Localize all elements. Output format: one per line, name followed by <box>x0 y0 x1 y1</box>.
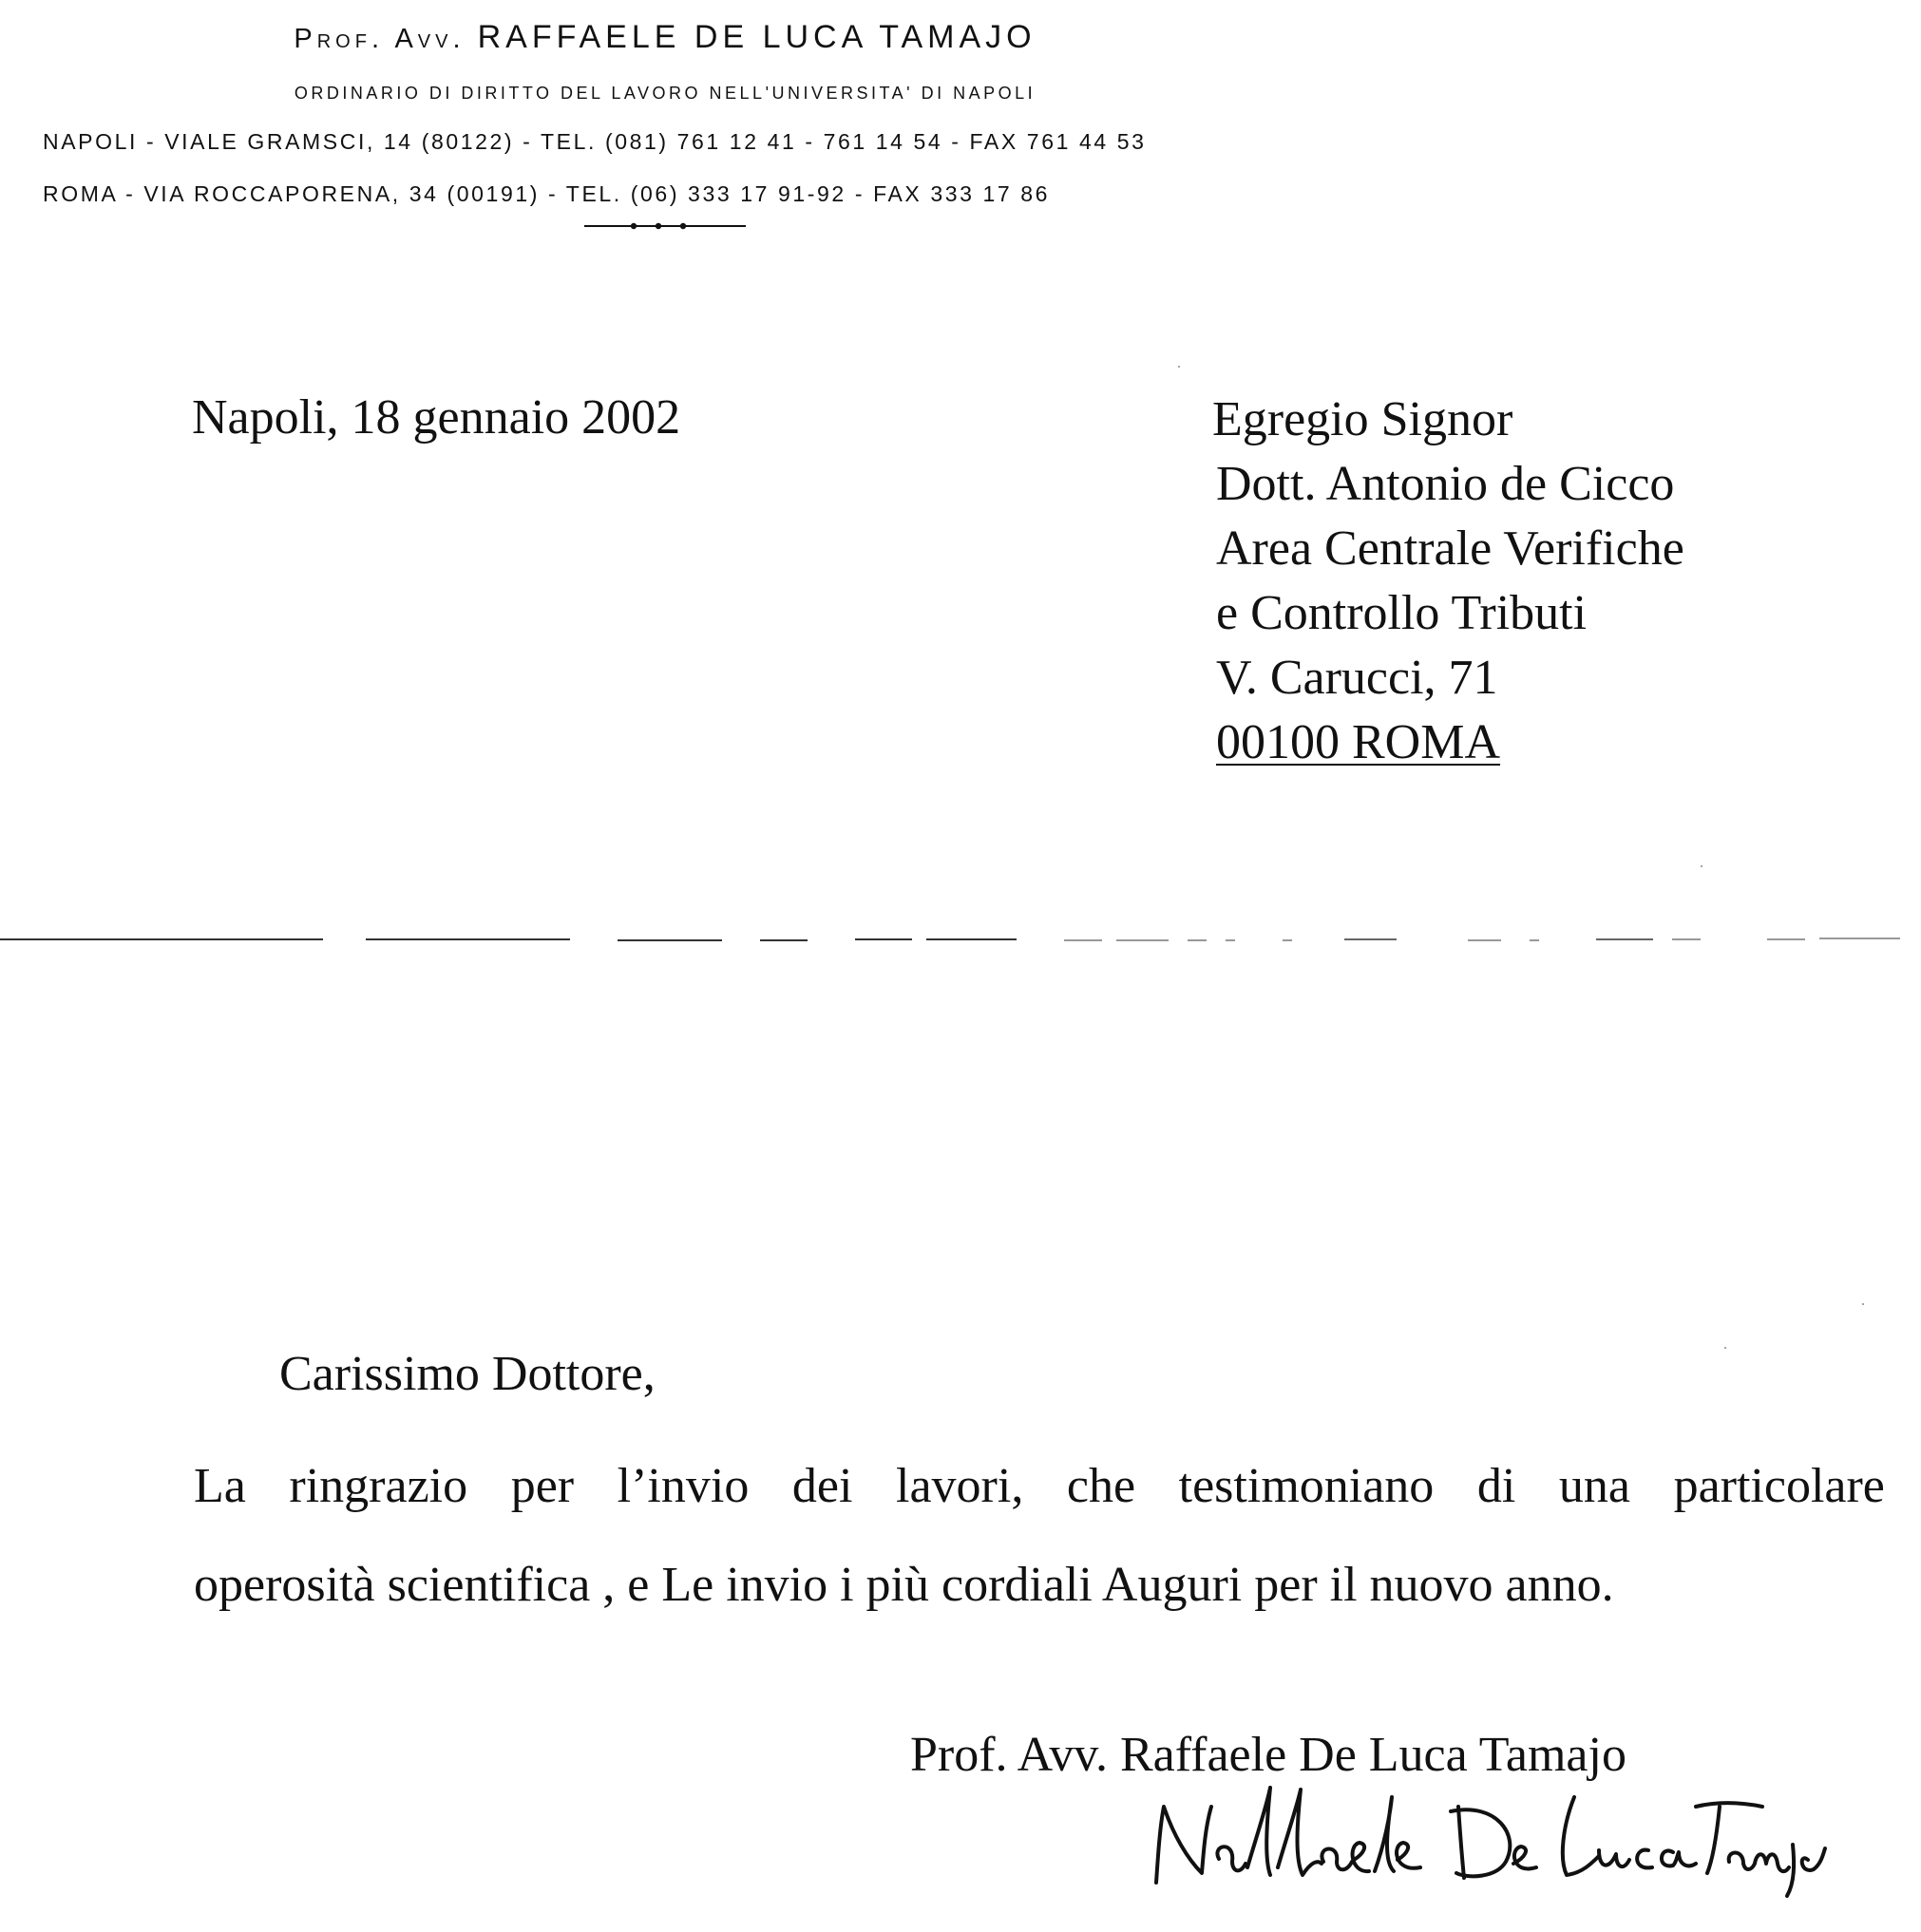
recipient-line-department: Area Centrale Verifiche <box>1216 521 1684 576</box>
body-word: l’invio <box>617 1459 750 1513</box>
letterhead-name-main: RAFFAELE DE LUCA TAMAJO <box>477 19 1037 55</box>
body-word: La <box>194 1459 246 1513</box>
body-word: per <box>510 1459 575 1513</box>
body-word: ringrazio <box>289 1459 468 1513</box>
body-word: lavori, <box>896 1459 1024 1513</box>
scan-speck <box>1701 865 1702 867</box>
letterhead <box>0 0 1921 247</box>
body-word: di <box>1476 1459 1516 1513</box>
recipient-line-street: V. Carucci, 71 <box>1216 651 1498 705</box>
date-line: Napoli, 18 gennaio 2002 <box>192 390 681 445</box>
fold-line-divider <box>0 936 1921 945</box>
letter-body <box>194 1437 1885 1635</box>
letterhead-napoli-address: NAPOLI - VIALE GRAMSCI, 14 (80122) - TEL. (081) 761 12 41 - 761 14 54 - FAX 761 44 53 <box>43 129 1147 154</box>
letterhead-name-prefix: Prof. Avv. <box>294 24 466 54</box>
body-word: dei <box>791 1459 853 1513</box>
recipient-line-department-cont: e Controllo Tributi <box>1216 586 1588 640</box>
body-word: testimoniano <box>1178 1459 1435 1513</box>
scan-speck <box>1178 366 1180 368</box>
recipient-line-name: Dott. Antonio de Cicco <box>1216 457 1675 511</box>
letterhead-name <box>0 19 1330 56</box>
scan-speck <box>1724 1347 1726 1349</box>
body-word: una <box>1558 1459 1630 1513</box>
recipient-line-greeting: Egregio Signor <box>1212 392 1513 446</box>
letter-body-line-2: operosità scientifica , e Le invio i più cordiali Auguri per il nuovo anno. <box>194 1558 1614 1612</box>
letterhead-title-line: ORDINARIO DI DIRITTO DEL LAVORO NELL'UNIVERSITA' DI NAPOLI <box>294 84 1037 103</box>
letterhead-ornament-divider <box>584 220 746 232</box>
recipient-line-city: 00100 ROMA <box>1216 715 1501 769</box>
closing-name: Prof. Avv. Raffaele De Luca Tamajo <box>910 1728 1626 1782</box>
recipient-address-block <box>1212 388 1684 775</box>
salutation: Carissimo Dottore, <box>279 1347 656 1401</box>
scan-speck <box>1862 1303 1864 1305</box>
letterhead-roma-address: ROMA - VIA ROCCAPORENA, 34 (00191) - TEL. (06) 333 17 91-92 - FAX 333 17 86 <box>43 181 1051 206</box>
handwritten-signature <box>1145 1769 1829 1902</box>
letter-body-line-1 <box>194 1437 1885 1536</box>
body-word: che <box>1066 1459 1136 1513</box>
body-word: particolare <box>1673 1459 1885 1513</box>
